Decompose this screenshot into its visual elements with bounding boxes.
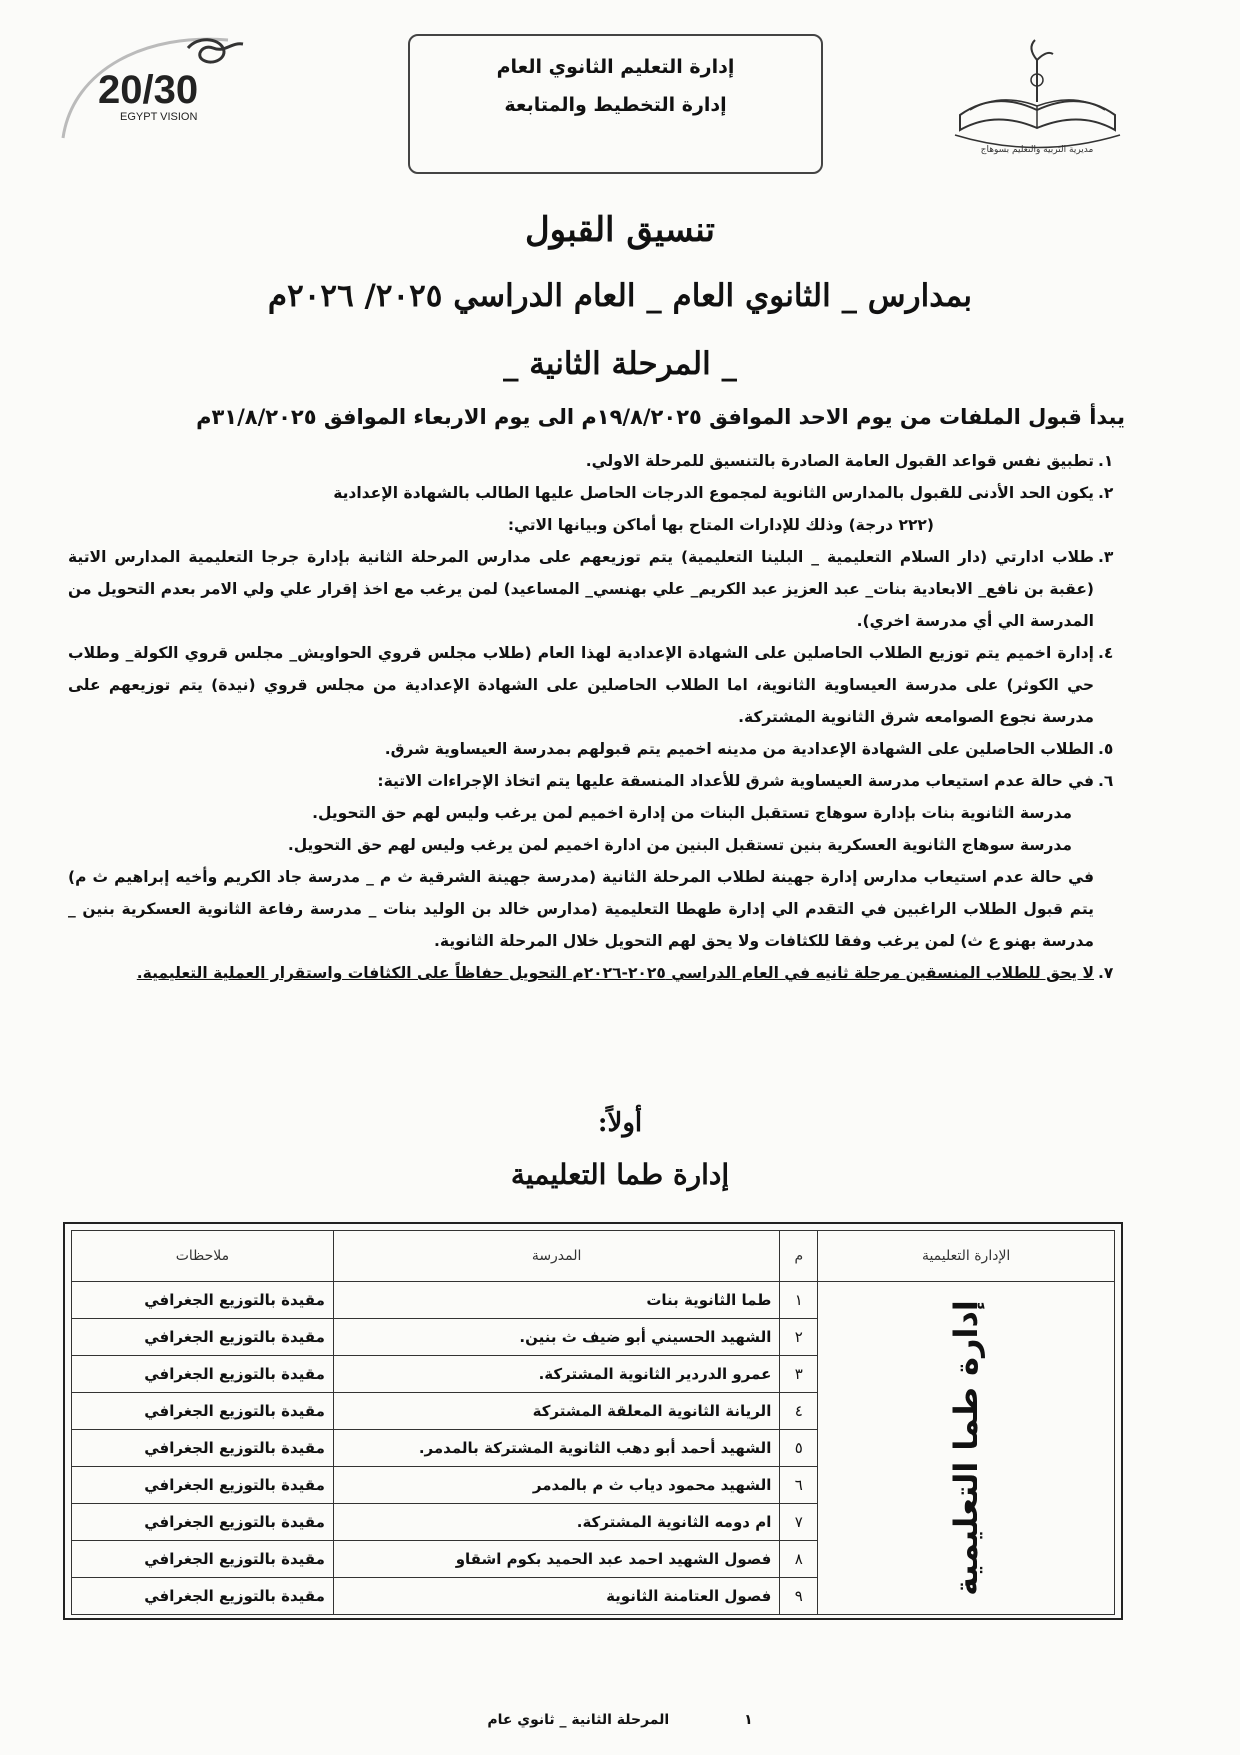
page-number: ١	[744, 1712, 753, 1728]
row-number: ٣	[780, 1356, 818, 1393]
rule-item-2	[68, 477, 1130, 541]
school-note: مقيدة بالتوزيع الجغرافي	[72, 1578, 334, 1615]
table-header-row	[72, 1231, 1115, 1282]
footer-label: المرحلة الثانية _ ثانوي عام	[487, 1712, 670, 1728]
rule-item-3	[68, 541, 1130, 637]
logo-caption: مديرية التربية والتعليم بسوهاج	[980, 145, 1094, 155]
rule-number: ٣.	[1098, 548, 1114, 566]
school-name: الشهيد أحمد أبو دهب الثانوية المشتركة بالمدمر.	[333, 1430, 779, 1467]
juhayna-paragraph-text: في حالة عدم استيعاب مدارس إدارة جهينة لطلاب المرحلة الثانية (مدرسة جهينة الشرقية ث م _ مدرسة جاد الكريم وأخيه إبراهيم ث م) يتم قبول الطلاب الراغبين في التقدم الي إدارة طهطا التعليمية (مدارس خالد بن الوليد بنات _ مدرسة رفاعة الثانوية العسكرية بنين _ مدرسة بهنو ع ث) لمن يرغب وفقا للكثافات ولا يحق لهم التحويل خلال المرحلة الثانوية.	[68, 868, 1094, 950]
row-number: ٨	[780, 1541, 818, 1578]
rule-item-6	[68, 765, 1130, 797]
school-note: مقيدة بالتوزيع الجغرافي	[72, 1282, 334, 1319]
row-number: ٤	[780, 1393, 818, 1430]
section-first-heading: أولاً:	[597, 1108, 643, 1138]
egypt-vision-2030-logo	[58, 28, 273, 163]
schools-table-frame	[63, 1222, 1123, 1620]
school-note: مقيدة بالتوزيع الجغرافي	[72, 1430, 334, 1467]
rule-number: ٢.	[1098, 484, 1114, 502]
header-line-1: إدارة التعليم الثانوي العام	[496, 56, 735, 78]
juhayna-paragraph	[68, 861, 1130, 957]
school-name: طما الثانوية بنات	[333, 1282, 779, 1319]
rule-number: ٧.	[1098, 964, 1114, 982]
school-note: مقيدة بالتوزيع الجغرافي	[72, 1319, 334, 1356]
rule-number: ٥.	[1098, 740, 1114, 758]
rule-6-subline-text: مدرسة الثانوية بنات بإدارة سوهاج تستقبل البنات من إدارة اخميم لمن يرغب وليس لهم حق التحويل.	[312, 804, 1072, 822]
logo-egypt-vision-text: EGYPT VISION	[120, 111, 198, 123]
rule-2-line-1: يكون الحد الأدنى للقبول بالمدارس الثانوية لمجموع الدرجات الحاصل عليها الطالب بالشهادة الإعدادية	[333, 484, 1094, 502]
intro-date-line: يبدأ قبول الملفات من يوم الاحد الموافق ١٩/٨/٢٠٢٥م الى يوم الاربعاء الموافق ٣١/٨/٢٠٢٥م	[196, 405, 1125, 429]
school-name: الريانة الثانوية المعلقة المشتركة	[333, 1393, 779, 1430]
row-number: ١	[780, 1282, 818, 1319]
header-line-2: إدارة التخطيط والمتابعة	[504, 94, 727, 116]
header-box	[408, 34, 823, 174]
row-number: ٥	[780, 1430, 818, 1467]
schools-table	[71, 1230, 1115, 1615]
rule-2-line-2: (٢٢٢ درجة) وذلك للإدارات المتاح بها أماكن وبيانها الاتي:	[507, 516, 934, 534]
row-number: ٢	[780, 1319, 818, 1356]
school-note: مقيدة بالتوزيع الجغرافي	[72, 1393, 334, 1430]
admin-cell	[818, 1282, 1115, 1615]
rules-list	[68, 445, 1130, 989]
header-number: م	[780, 1231, 818, 1282]
school-name: فصول العتامنة الثانوية	[333, 1578, 779, 1615]
admin-name-vertical: إدارة طما التعليمية	[947, 1300, 986, 1596]
rule-text	[68, 477, 1094, 541]
rule-item-7	[68, 957, 1130, 989]
rule-text: الطلاب الحاصلين على الشهادة الإعدادية من مدينه اخميم يتم قبولهم بمدرسة العيساوية شرق.	[384, 740, 1094, 758]
rule-text: طلاب ادارتي (دار السلام التعليمية _ البلينا التعليمية) يتم توزيعهم على مدارس المرحلة الثانية بإدارة جرجا التعليمية المدارس الاتية (عقبة بن نافع_ الابعادية بنات_ عبد العزيز عبد الكريم_ علي بهنسي_ المساعيد) لمن يرغب مع اخذ إقرار علي ولي الامر بعدم التحويل من المدرسة الي أي مدرسة اخري).	[68, 548, 1094, 630]
school-note: مقيدة بالتوزيع الجغرافي	[72, 1467, 334, 1504]
header-school: المدرسة	[333, 1231, 779, 1282]
page-footer	[0, 1712, 1240, 1728]
subtitle-year: بمدارس _ الثانوي العام _ العام الدراسي ٢٠٢٥/ ٢٠٢٦م	[267, 278, 973, 314]
section-admin-heading: إدارة طما التعليمية	[510, 1158, 730, 1191]
rule-item-5	[68, 733, 1130, 765]
ministry-book-logo	[950, 30, 1125, 160]
subtitle-phase: _ المرحلة الثانية _	[503, 346, 737, 382]
school-name: الشهيد الحسيني أبو ضيف ث بنين.	[333, 1319, 779, 1356]
school-note: مقيدة بالتوزيع الجغرافي	[72, 1356, 334, 1393]
rule-number: ٦.	[1098, 772, 1114, 790]
rule-text: إدارة اخميم يتم توزيع الطلاب الحاصلين على الشهادة الإعدادية لهذا العام (طلاب مجلس قروي الحواويش_ مجلس قروي الكولة_ وطلاب حي الكوثر) على مدرسة العيساوية الثانوية، اما الطلاب الحاصلين على الشهادة الإعدادية من مجلس قروي (نيدة) يتم توزيعهم على مدرسة نجوع الصوامعه شرق الثانوية المشتركة.	[68, 644, 1094, 726]
school-name: ام دومه الثانوية المشتركة.	[333, 1504, 779, 1541]
table-row	[72, 1282, 1115, 1319]
header-admin: الإدارة التعليمية	[818, 1231, 1115, 1282]
rule-6-subline-1	[68, 797, 1130, 829]
school-note: مقيدة بالتوزيع الجغرافي	[72, 1504, 334, 1541]
school-name: الشهيد محمود دياب ث م بالمدمر	[333, 1467, 779, 1504]
rule-6-subline-2	[68, 829, 1130, 861]
rule-item-4	[68, 637, 1130, 733]
logo-2030-text: 20/30	[98, 68, 199, 112]
rule-text: في حالة عدم استيعاب مدرسة العيساوية شرق للأعداد المنسقة عليها يتم اتخاذ الإجراءات الاتية:	[377, 772, 1094, 790]
rule-text: تطبيق نفس قواعد القبول العامة الصادرة بالتنسيق للمرحلة الاولي.	[585, 452, 1094, 470]
school-note: مقيدة بالتوزيع الجغرافي	[72, 1541, 334, 1578]
rule-number: ١.	[1098, 452, 1114, 470]
school-name: عمرو الدردير الثانوية المشتركة.	[333, 1356, 779, 1393]
rule-text: لا يحق للطلاب المنسقين مرحلة ثانيه في العام الدراسي ٢٠٢٥-٢٠٢٦م التحويل حفاظاً على الكثافات واستقرار العملية التعليمية.	[136, 964, 1094, 982]
rule-6-subline-text: مدرسة سوهاج الثانوية العسكرية بنين تستقبل البنين من ادارة اخميم لمن يرغب وليس لهم حق التحويل.	[287, 836, 1072, 854]
row-number: ٧	[780, 1504, 818, 1541]
rule-item-1	[68, 445, 1130, 477]
main-title: تنسيق القبول	[524, 210, 716, 250]
row-number: ٩	[780, 1578, 818, 1615]
rule-number: ٤.	[1098, 644, 1114, 662]
row-number: ٦	[780, 1467, 818, 1504]
header-notes: ملاحظات	[72, 1231, 334, 1282]
school-name: فصول الشهيد احمد عبد الحميد بكوم اشقاو	[333, 1541, 779, 1578]
